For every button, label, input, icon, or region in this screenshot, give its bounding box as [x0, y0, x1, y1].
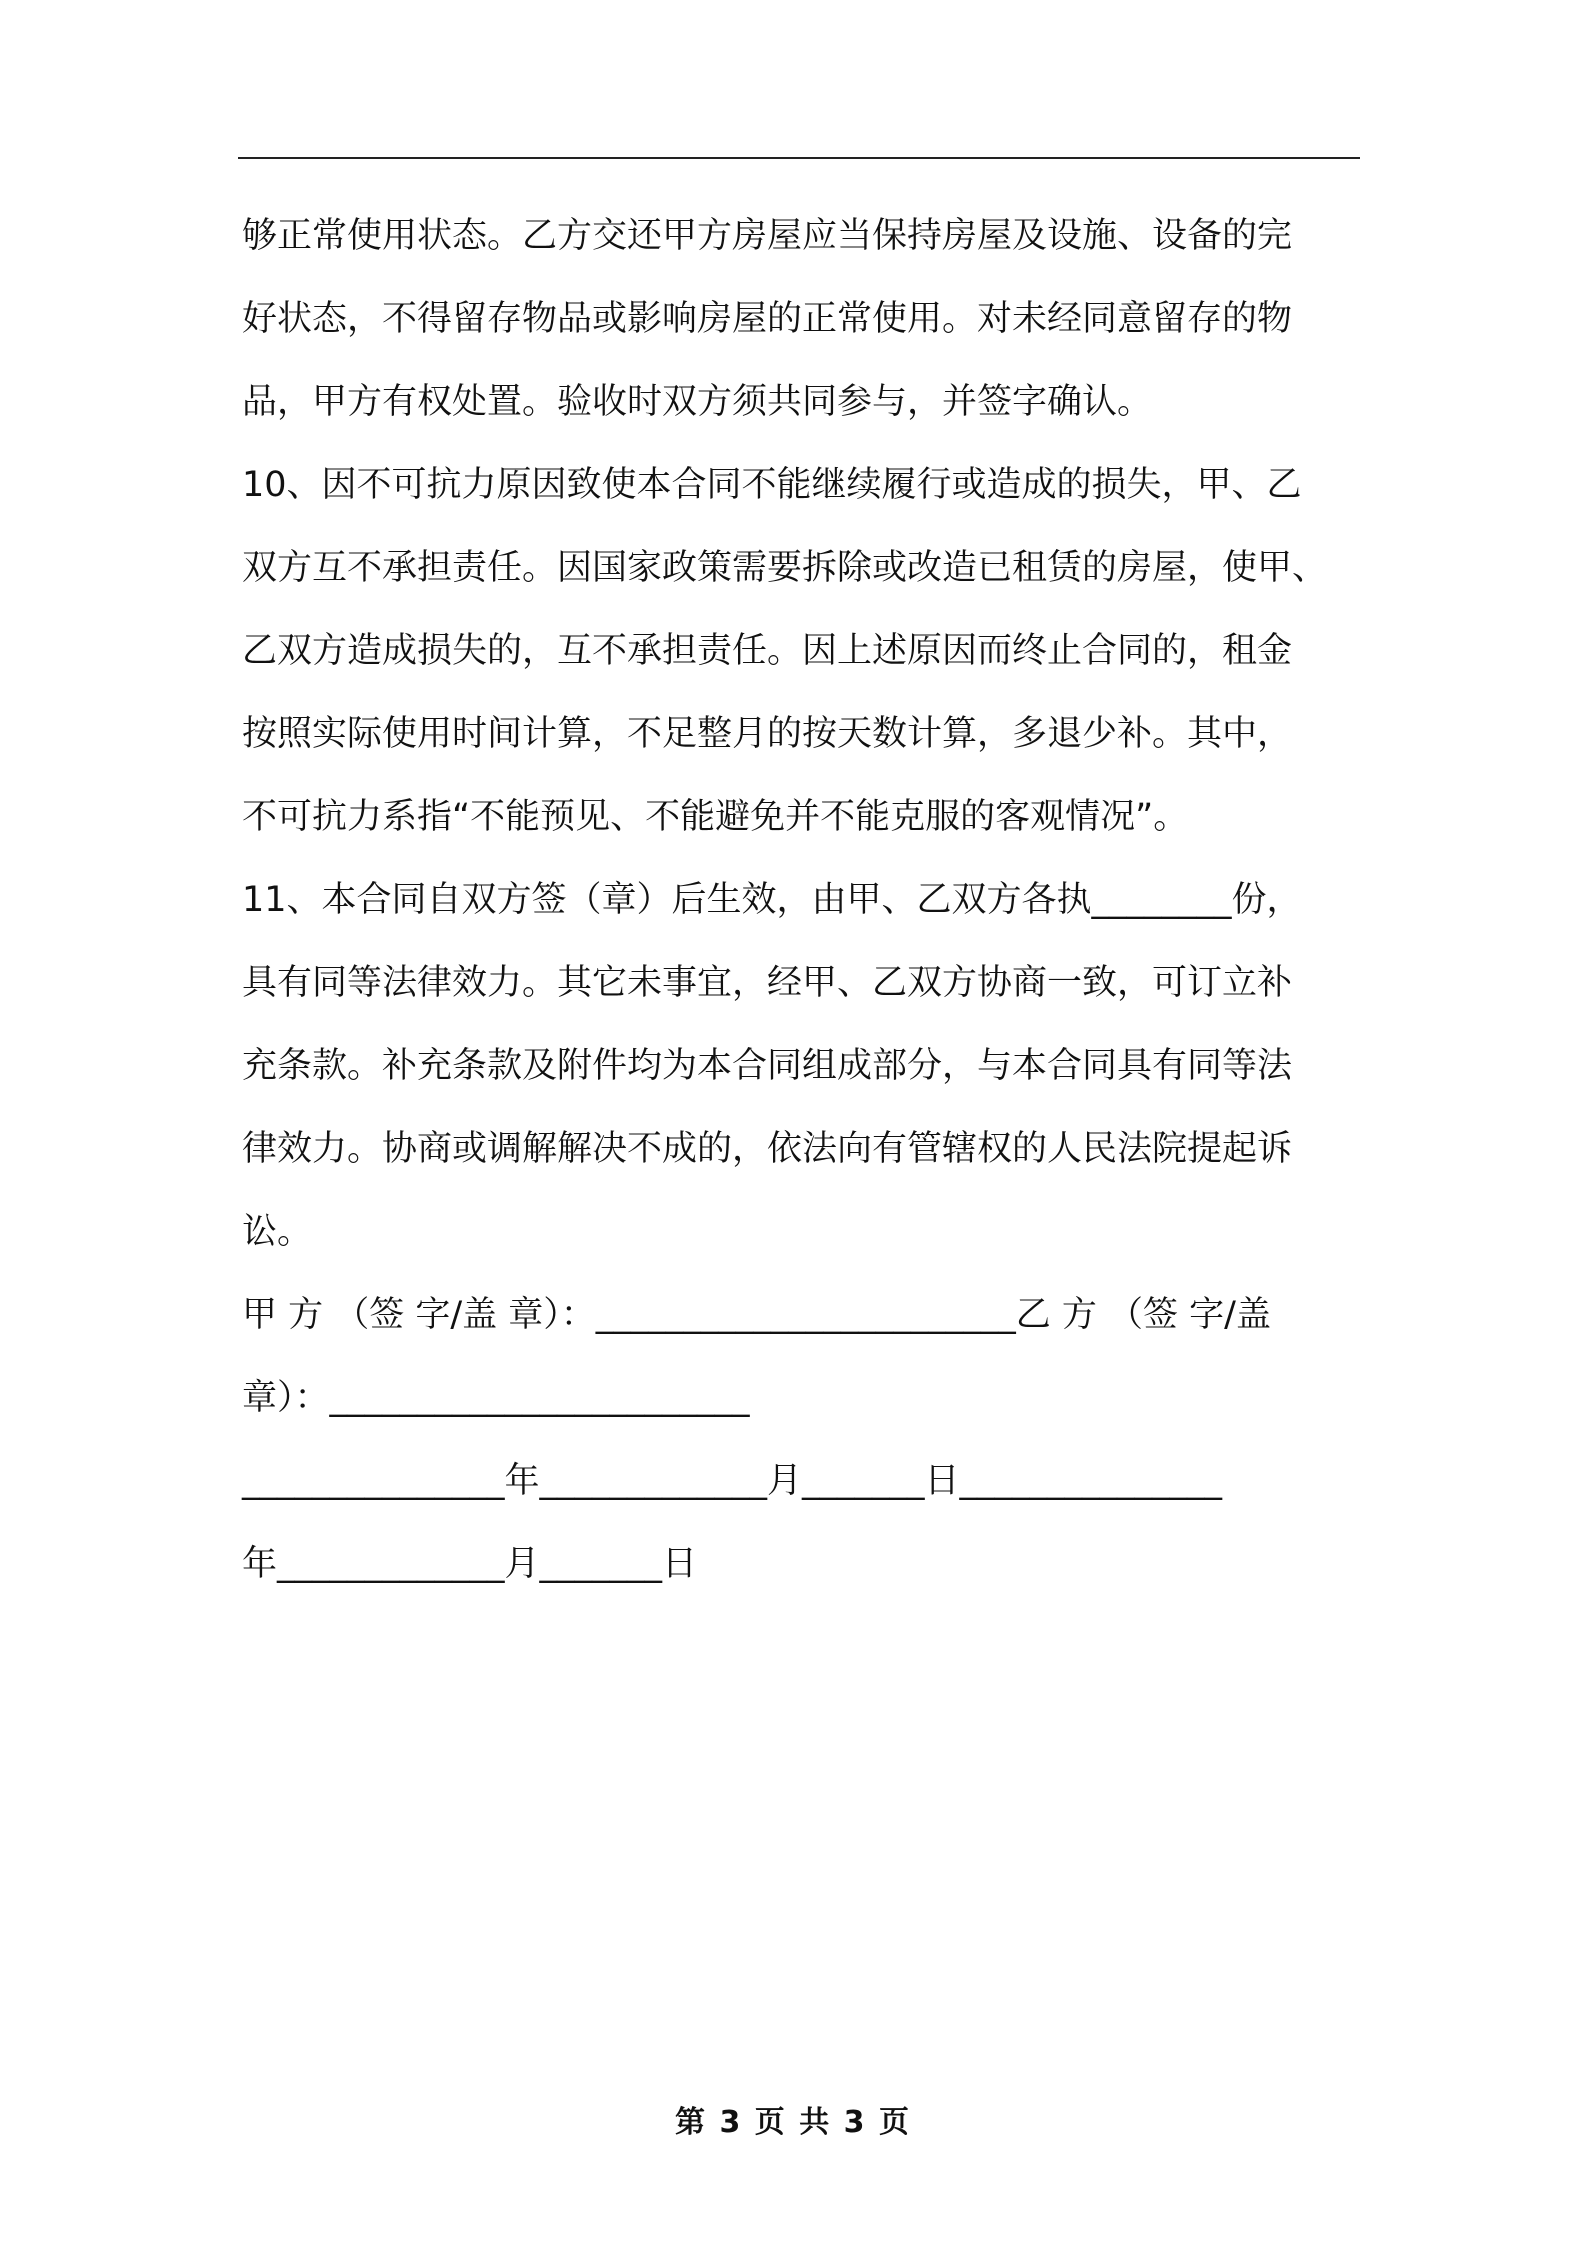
clause-10-line: 双方互不承担责任。因国家政策需要拆除或改造已租赁的房屋，使甲、: [242, 548, 1328, 588]
clause-10-line: 乙双方造成损失的，互不承担责任。因上述原因而终止合同的，租金: [242, 631, 1293, 671]
page-number: 第 3 页 共 3 页: [675, 2105, 911, 2140]
clause-10-line: 不可抗力系指“不能预见、不能避免并不能克服的客观情况”。: [242, 797, 1189, 837]
clause-10-line: 10、因不可抗力原因致使本合同不能继续履行或造成的损失，甲、乙: [242, 465, 1302, 505]
clause-11-line: 讼。: [242, 1212, 313, 1252]
signature-line: 甲 方 （签 字/盖 章）：________________________乙 方 （签 字/盖: [242, 1295, 1271, 1335]
signature-line: 章）：________________________: [242, 1378, 750, 1418]
date-line: _______________年_____________月_______日_______________: [242, 1461, 1223, 1501]
document-body: [242, 195, 1357, 1606]
text-line: 好状态，不得留存物品或影响房屋的正常使用。对未经同意留存的物: [242, 299, 1293, 339]
clause-11-line: 充条款。补充条款及附件均为本合同组成部分，与本合同具有同等法: [242, 1046, 1293, 1086]
text-line: 品，甲方有权处置。验收时双方须共同参与，并签字确认。: [242, 382, 1153, 422]
header-divider: [238, 157, 1360, 159]
text-line: 够正常使用状态。乙方交还甲方房屋应当保持房屋及设施、设备的完: [242, 216, 1293, 256]
clause-11-line: 11、本合同自双方签（章）后生效，由甲、乙双方各执________份，: [242, 880, 1302, 920]
clause-10-line: 按照实际使用时间计算，不足整月的按天数计算，多退少补。其中，: [242, 714, 1293, 754]
date-line: 年_____________月_______日: [242, 1544, 698, 1584]
clause-11-line: 律效力。协商或调解解决不成的，依法向有管辖权的人民法院提起诉: [242, 1129, 1293, 1169]
clause-11-line: 具有同等法律效力。其它未事宜，经甲、乙双方协商一致，可订立补: [242, 963, 1293, 1003]
